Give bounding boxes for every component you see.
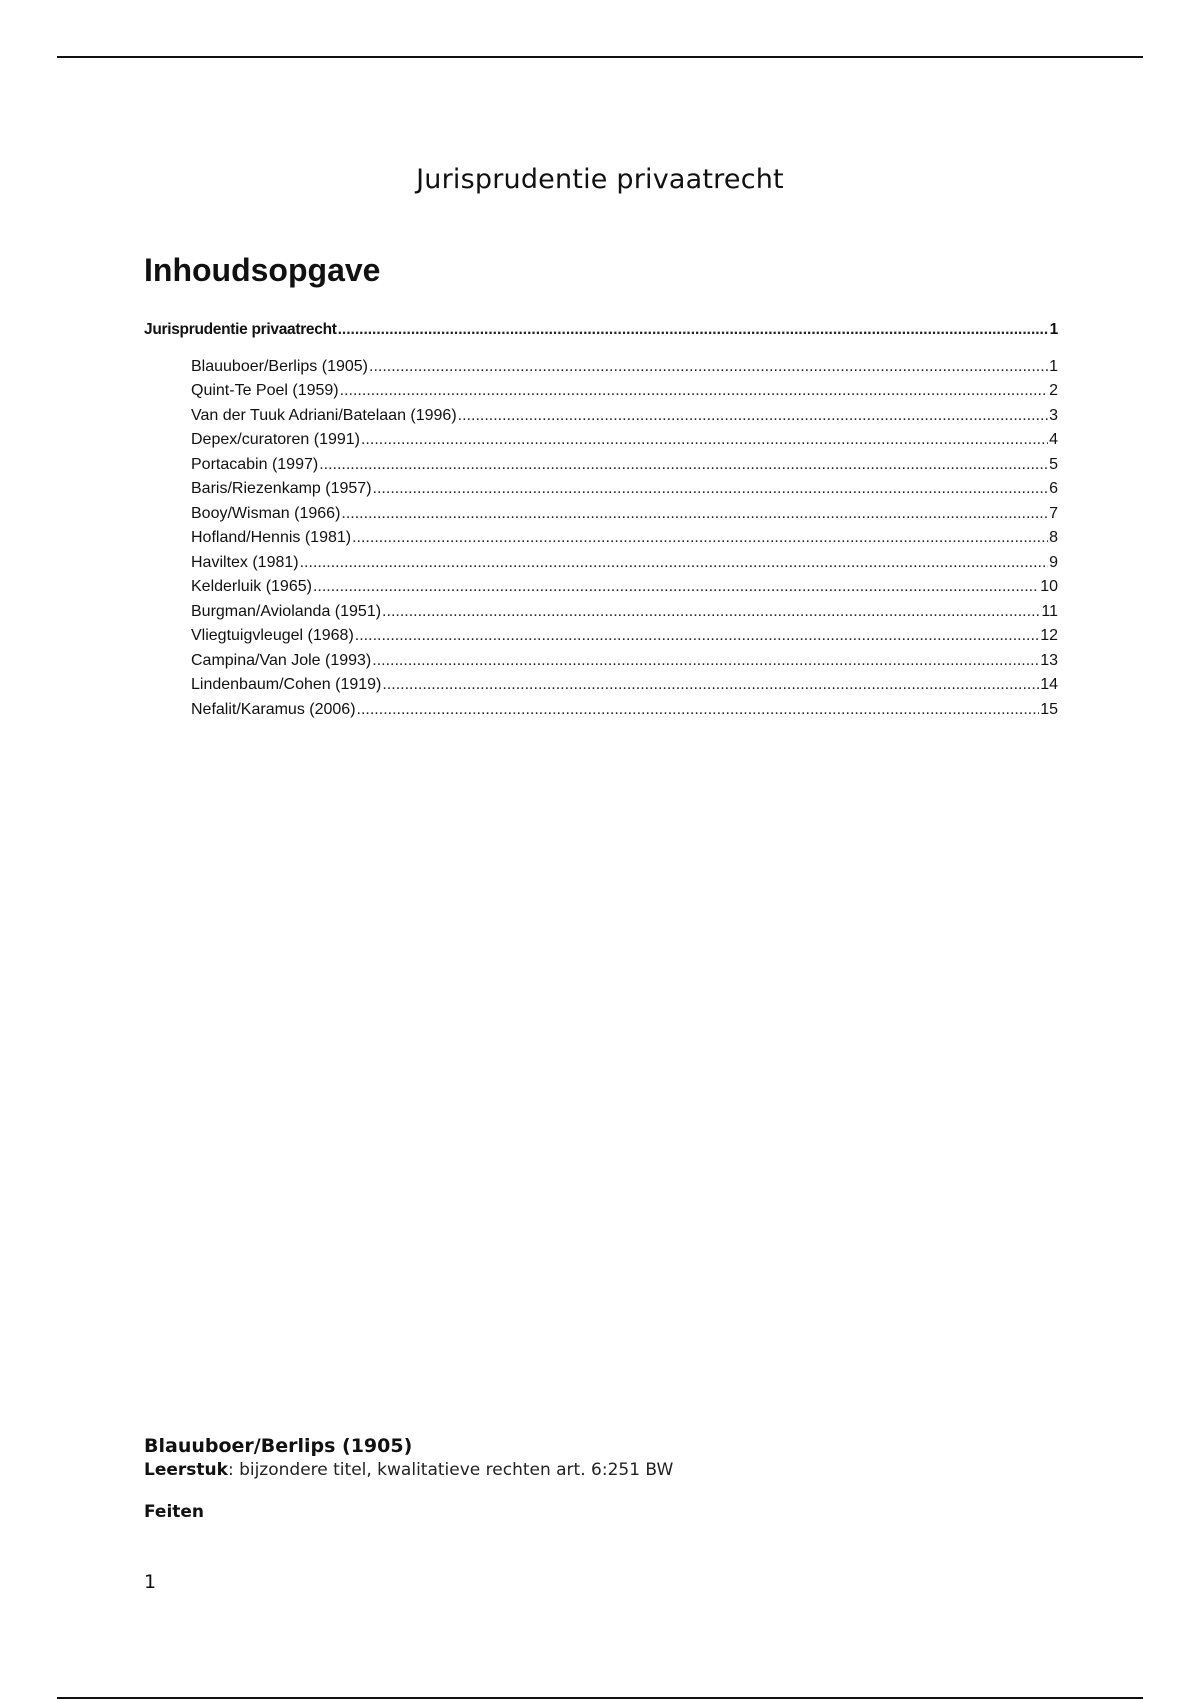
toc-dot-leader xyxy=(355,624,1039,649)
toc-dot-leader xyxy=(357,698,1040,723)
toc-entry[interactable] xyxy=(144,526,1058,551)
toc-entry-label: Depex/curatoren (1991) xyxy=(191,431,360,448)
toc-entry-label: Quint-Te Poel (1959) xyxy=(191,382,339,399)
toc-entry-label: Baris/Riezenkamp (1957) xyxy=(191,480,372,497)
toc-entry-page: 3 xyxy=(1049,406,1058,424)
toc-entry[interactable] xyxy=(144,477,1058,502)
toc-dot-leader xyxy=(369,355,1048,380)
toc-entry[interactable] xyxy=(144,428,1058,453)
toc-entry-page: 13 xyxy=(1040,651,1058,669)
toc-entry-main[interactable] xyxy=(144,318,1058,343)
toc-entry[interactable] xyxy=(144,624,1058,649)
toc-dot-leader xyxy=(341,502,1048,527)
toc-entry-page: 15 xyxy=(1040,700,1058,718)
toc-entry-label: Hofland/Hennis (1981) xyxy=(191,529,352,546)
toc-entry-label: Kelderluik (1965) xyxy=(191,578,312,595)
toc-dot-leader xyxy=(352,526,1048,551)
toc-entry-label: Van der Tuuk Adriani/Batelaan (1996) xyxy=(191,406,457,424)
toc-entry[interactable] xyxy=(144,453,1058,478)
toc-entry-page: 8 xyxy=(1049,529,1058,546)
header-rule xyxy=(57,56,1143,58)
toc-entry-label: Portacabin (1997) xyxy=(191,455,319,473)
toc-dot-leader xyxy=(372,649,1039,674)
page-number: 1 xyxy=(144,1571,157,1593)
case-title: Blauuboer/Berlips (1905) xyxy=(144,1435,413,1457)
toc-entry[interactable] xyxy=(144,355,1058,380)
toc-dot-leader xyxy=(340,379,1048,404)
toc-entry-label: Haviltex (1981) xyxy=(191,553,299,571)
toc-entry[interactable] xyxy=(144,404,1058,429)
toc-entry-label: Lindenbaum/Cohen (1919) xyxy=(191,676,382,693)
leerstuk-line xyxy=(144,1460,673,1480)
toc-dot-leader xyxy=(458,404,1048,429)
toc-entry-page: 12 xyxy=(1040,627,1058,644)
toc-entry-page: 1 xyxy=(1049,357,1058,375)
leerstuk-text: : bijzondere titel, kwalitatieve rechten art. 6:251 BW xyxy=(227,1460,674,1480)
footer-rule xyxy=(57,1697,1143,1699)
toc-entry[interactable] xyxy=(144,600,1058,625)
toc-entry-label: Blauuboer/Berlips (1905) xyxy=(191,357,368,375)
toc-entry-page: 9 xyxy=(1049,553,1058,571)
table-of-contents xyxy=(144,318,1058,722)
toc-entry[interactable] xyxy=(144,502,1058,527)
toc-entry[interactable] xyxy=(144,649,1058,674)
toc-entry[interactable] xyxy=(144,379,1058,404)
toc-entry-page: 4 xyxy=(1049,431,1058,448)
toc-entry-label: Campina/Van Jole (1993) xyxy=(191,651,372,669)
toc-entry-label: Nefalit/Karamus (2006) xyxy=(191,700,356,718)
toc-dot-leader xyxy=(300,551,1048,576)
toc-dot-leader xyxy=(382,673,1039,698)
toc-heading: Inhoudsopgave xyxy=(144,252,381,288)
toc-dot-leader xyxy=(382,600,1040,625)
toc-dot-leader xyxy=(361,428,1048,453)
toc-entry-label: Jurisprudentie privaatrecht xyxy=(144,321,337,338)
document-title: Jurisprudentie privaatrecht xyxy=(416,164,784,195)
toc-entry-label: Vliegtuigvleugel (1968) xyxy=(191,627,354,644)
toc-entry-page: 5 xyxy=(1049,455,1058,473)
toc-entry[interactable] xyxy=(144,698,1058,723)
toc-entry-page: 11 xyxy=(1041,602,1058,620)
toc-entry-label: Burgman/Aviolanda (1951) xyxy=(191,602,382,620)
toc-dot-leader xyxy=(313,575,1039,600)
section-heading-feiten: Feiten xyxy=(144,1502,205,1522)
toc-entry-page: 2 xyxy=(1049,382,1058,399)
leerstuk-label: Leerstuk xyxy=(144,1460,228,1480)
toc-entry-page: 1 xyxy=(1049,321,1058,338)
toc-dot-leader xyxy=(373,477,1049,502)
toc-entry[interactable] xyxy=(144,551,1058,576)
toc-entry-label: Booy/Wisman (1966) xyxy=(191,504,341,522)
toc-dot-leader xyxy=(338,318,1049,343)
toc-entry[interactable] xyxy=(144,673,1058,698)
toc-entry-page: 10 xyxy=(1040,578,1058,595)
toc-entry-page: 14 xyxy=(1040,676,1058,693)
toc-dot-leader xyxy=(319,453,1048,478)
toc-entry[interactable] xyxy=(144,575,1058,600)
toc-entry-page: 6 xyxy=(1049,480,1058,497)
toc-entry-page: 7 xyxy=(1049,504,1058,522)
